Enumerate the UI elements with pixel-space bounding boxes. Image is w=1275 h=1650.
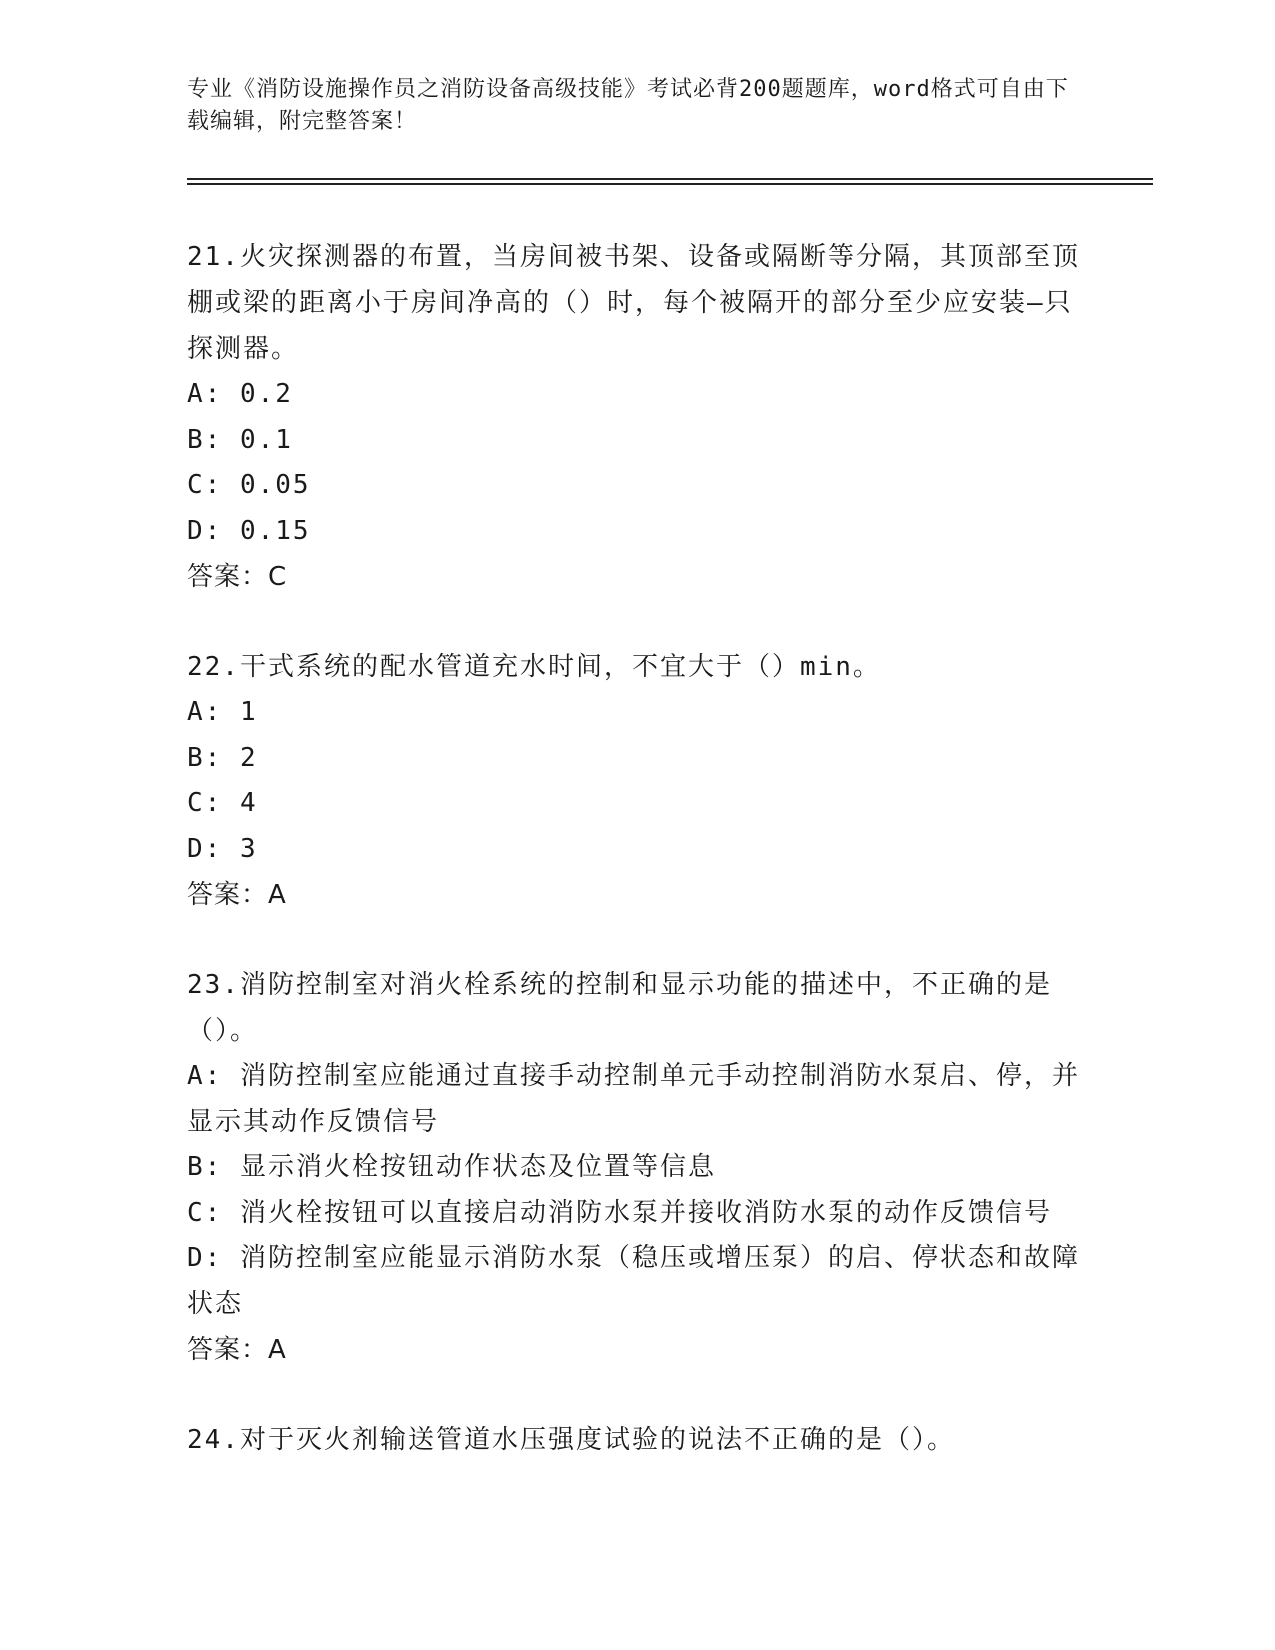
option-b bbox=[187, 736, 1087, 782]
header-divider-bottom bbox=[187, 183, 1153, 185]
question-stem: 22.干式系统的配水管道充水时间，不宜大于（）min。 bbox=[187, 652, 881, 682]
option-text: 0.15 bbox=[239, 515, 311, 546]
option-letter: C: bbox=[187, 1197, 223, 1228]
header-divider-top bbox=[187, 178, 1153, 180]
option-c bbox=[187, 781, 1087, 827]
answer-line: 答案：C bbox=[187, 562, 288, 592]
option-a bbox=[187, 1054, 1087, 1145]
option-letter: A: bbox=[187, 697, 223, 727]
document-header: 专业《消防设施操作员之消防设备高级技能》考试必背200题题库，word格式可自由下载编辑，附完整答案！ bbox=[187, 77, 1069, 134]
option-text: 0.2 bbox=[239, 379, 293, 409]
option-letter: B: bbox=[187, 742, 223, 773]
option-text: 0.1 bbox=[239, 424, 293, 455]
option-letter: D: bbox=[187, 1243, 223, 1273]
question-stem: 23.消防控制室对消火栓系统的控制和显示功能的描述中，不正确的是（）。 bbox=[187, 970, 1052, 1046]
option-text: 消火栓按钮可以直接启动消防水泵并接收消防水泵的动作反馈信号 bbox=[239, 1197, 1052, 1228]
option-letter: D: bbox=[187, 833, 223, 864]
option-letter: D: bbox=[187, 515, 223, 546]
option-letter: B: bbox=[187, 424, 223, 455]
option-text: 显示消火栓按钮动作状态及位置等信息 bbox=[239, 1152, 716, 1182]
option-d bbox=[187, 1236, 1087, 1327]
option-b bbox=[187, 1145, 1087, 1191]
option-c bbox=[187, 1191, 1087, 1237]
option-text: 1 bbox=[239, 697, 258, 727]
option-b bbox=[187, 418, 1087, 464]
question-list bbox=[187, 234, 1087, 1507]
option-d bbox=[187, 509, 1087, 555]
option-text: 消防控制室应能通过直接手动控制单元手动控制消防水泵启、停，并显示其动作反馈信号 bbox=[187, 1061, 1080, 1137]
question-23 bbox=[187, 962, 1087, 1373]
question-stem: 24.对于灭火剂输送管道水压强度试验的说法不正确的是（）。 bbox=[187, 1425, 955, 1455]
option-text: 3 bbox=[239, 833, 258, 864]
option-letter: C: bbox=[187, 788, 223, 818]
option-d bbox=[187, 827, 1087, 873]
option-text: 消防控制室应能显示消防水泵（稳压或增压泵）的启、停状态和故障状态 bbox=[187, 1243, 1080, 1319]
option-text: 0.05 bbox=[239, 470, 311, 500]
option-a bbox=[187, 372, 1087, 418]
option-c bbox=[187, 463, 1087, 509]
question-21 bbox=[187, 234, 1087, 600]
answer-line: 答案：A bbox=[187, 880, 287, 910]
question-stem: 21.火灾探测器的布置，当房间被书架、设备或隔断等分隔，其顶部至顶棚或梁的距离小于房间净高的（）时，每个被隔开的部分至少应安装—只探测器。 bbox=[187, 242, 1080, 364]
option-letter: A: bbox=[187, 1061, 223, 1091]
answer-line: 答案：A bbox=[187, 1335, 287, 1365]
option-letter: B: bbox=[187, 1152, 223, 1182]
option-letter: A: bbox=[187, 379, 223, 409]
option-a bbox=[187, 690, 1087, 736]
option-text: 2 bbox=[239, 742, 258, 773]
question-24 bbox=[187, 1417, 1087, 1463]
option-text: 4 bbox=[239, 788, 258, 818]
option-letter: C: bbox=[187, 470, 223, 500]
question-22 bbox=[187, 644, 1087, 918]
